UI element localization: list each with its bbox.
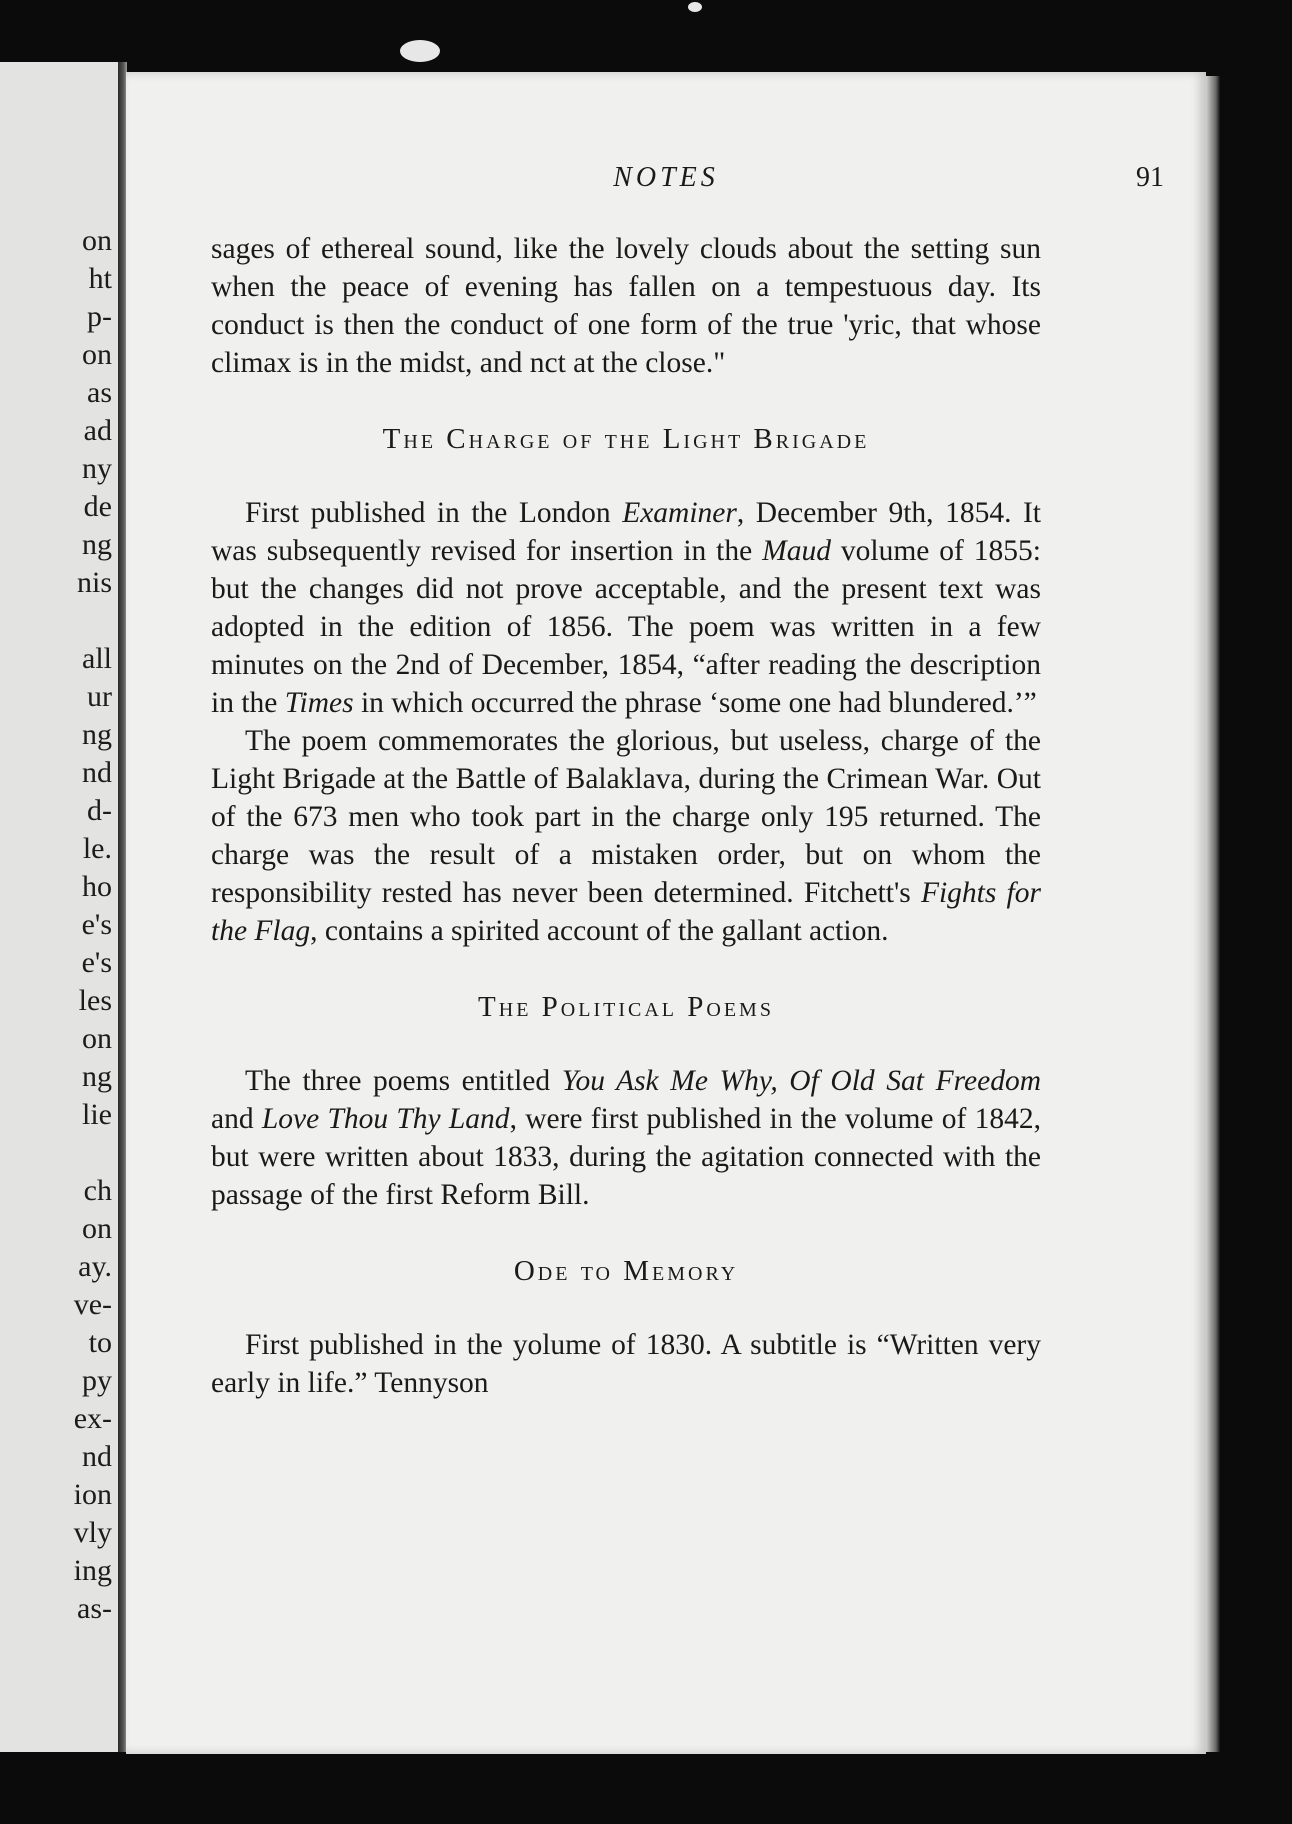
left-page-fragment: de [83,490,112,523]
left-page-fragment: ion [73,1478,112,1511]
left-page-fragment: ex- [73,1402,112,1435]
page-body [211,230,1041,1402]
left-page-fragment: d- [87,794,112,827]
section-title: The Charge of the Light Brigade [382,423,870,455]
paragraph: The poem commemorates the glorious, but useless, charge of the Light Brigade at the Battle of Balaklava, during the Crimean War. Out of the 673 men who took part in the charge only 195 returned. The charge was the result of a mistaken order, but on whom the responsibility rested has never been determined. Fitchett's Fights for the Flag, contains a spirited account of the gallant action. [211,725,1041,947]
left-page-fragment: to [88,1326,112,1359]
left-page-fragment: ng [82,528,112,561]
left-page-text-fragments [0,222,112,1628]
left-page-fragment [0,1134,112,1172]
left-page-fragment: ay. [78,1250,112,1283]
running-head: NOTES [613,162,719,193]
intro-paragraph: sages of ethereal sound, like the lovely clouds about the setting sun when the peace of evening has fallen on a tempestuous day. Its conduct is then the conduct of one form of the true 'yric, that whose climax is in the midst, and nct at the close." [211,233,1041,379]
left-page-fragment [0,602,112,640]
paragraph: First published in the London Examiner, December 9th, 1854. It was subsequently revised for insertion in the Maud volume of 1855: but the changes did not prove acceptable, and the present text was adopted in the edition of 1856. The poem was written in a few minutes on the 2nd of December, 1854, “after reading the description in the Times in which occurred the phrase ‘some one had blundered.’” [211,497,1041,719]
left-page-fragment: e's [81,946,112,979]
scan-smudge [688,2,702,12]
left-page-fragment: all [82,642,112,675]
left-page-fragment: ve- [73,1288,112,1321]
left-page-fragment: ht [88,262,112,295]
left-page-fragment: ho [82,870,112,903]
left-page-fragment: on [82,1022,112,1055]
paragraph: First published in the yolume of 1830. A subtitle is “Written very early in life.” Tennyson [211,1329,1041,1399]
left-page-fragment: ch [83,1174,112,1207]
left-page-fragment: on [82,1212,112,1245]
left-page-fragment: lie [82,1098,112,1131]
left-page-fragment: ing [73,1554,112,1587]
left-page-fragment: ur [87,680,112,713]
page-header [126,162,1206,202]
left-page-fragment: ny [82,452,112,485]
left-page-fragment: e's [81,908,112,941]
left-page-fragment: on [82,338,112,371]
page-edge-shadow [1206,76,1220,1752]
left-page-fragment: on [82,224,112,257]
page-number: 91 [1136,162,1164,193]
left-page-fragment: vly [73,1516,112,1549]
left-page-fragment: as [87,376,112,409]
scan-smudge [400,40,440,62]
left-page-fragment: ng [82,718,112,751]
left-page-fragment: ng [82,1060,112,1093]
left-page-fragment: ad [83,414,112,447]
left-page-fragment: nis [76,566,112,599]
left-page-fragment: p- [87,300,112,333]
left-page-fragment: nd [82,756,112,789]
section-title: Ode to Memory [513,1255,739,1287]
left-page-fragment: py [82,1364,112,1397]
left-page-fragment: les [78,984,112,1017]
left-page-fragment: nd [82,1440,112,1473]
left-page-fragment: le. [82,832,112,865]
left-page-fragment: as- [77,1592,112,1625]
section-title: The Political Poems [478,991,774,1023]
paragraph: The three poems entitled You Ask Me Why, Of Old Sat Freedom and Love Thou Thy Land, were first published in the volume of 1842, but were written about 1833, during the agitation connected with the passage of the first Reform Bill. [211,1065,1041,1211]
